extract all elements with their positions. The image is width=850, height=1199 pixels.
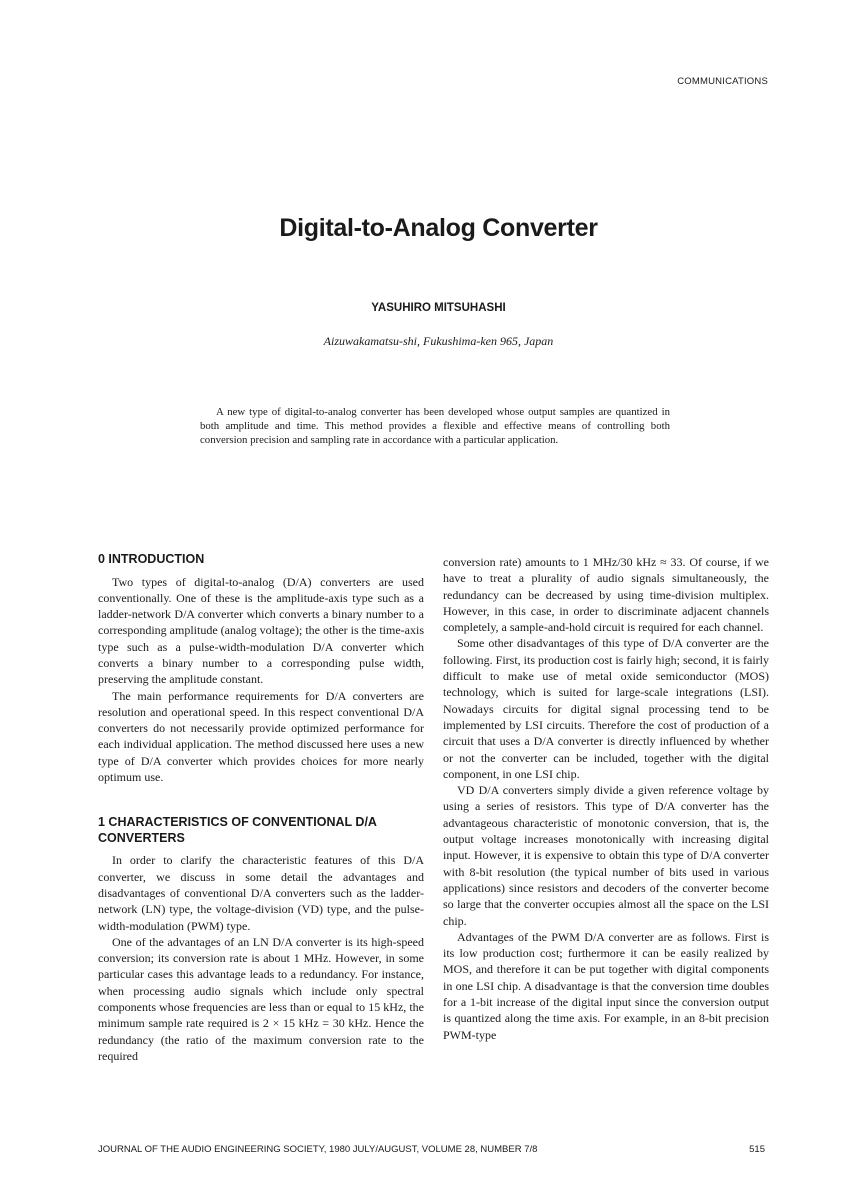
journal-footer: JOURNAL OF THE AUDIO ENGINEERING SOCIETY, 1980 JULY/AUGUST, VOLUME 28, NUMBER 7/8 [98,1144,538,1155]
intro-heading: 0 INTRODUCTION [98,552,205,566]
right-column [443,554,769,1043]
paragraph: Some other disadvantages of this type of D/A converter are the following. First, its production cost is fairly high; second, it is fairly difficult to make use of metal oxide semiconductor (MOS) technology, which is suited for large-scale integrations (LSI). Nowadays circuits for digital signal processing tend to be implemented by LSI circuits. Therefore the cost of production of a circuit that uses a D/A converter is directly influenced by whether or not the converter can be included, together with the digital component, in one LSI chip. [443,636,769,781]
article-title: Digital-to-Analog Converter [279,214,598,242]
paragraph: In order to clarify the characteristic features of this D/A converter, we discuss in some detail the advantages and disadvantages of conventional D/A converters such as the ladder-network (LN) type, the voltage-division (VD) type, and the pulse-width-modulation (PWM) type. [98,853,424,933]
left-column [98,552,424,1064]
abstract: A new type of digital-to-analog converter has been developed whose output samples are quantized in both amplitude and time. This method provides a flexible and effective means of controlling both conversion precision and sampling rate in accordance with a particular application. [200,406,670,447]
author-name: YASUHIRO MITSUHASHI [371,302,506,314]
paragraph: One of the advantages of an LN D/A converter is its high-speed conversion; its conversion rate is about 1 MHz. However, in some particular cases this advantage leads to a redundancy. For instance, when processing audio signals which include only spectral components whose frequencies are less than or equal to 15 kHz, the minimum sample rate required is 2 × 15 kHz = 30 kHz. Hence the redundancy (the ratio of the maximum conversion rate to the required [98,934,424,1063]
section-label: COMMUNICATIONS [677,76,768,87]
paragraph: VD D/A converters simply divide a given reference voltage by using a series of resistors. This type of D/A converter has the advantageous characteristic of monotonic conversion, that is, the output voltage increases monotonically with increasing digital input. However, it is expensive to obtain this type of D/A converter with 8-bit resolution (the typical number of bits used in various applications) since resistors and decoders of the converter become so large that the converter occupies almost all the space on the LSI chip. [443,783,769,928]
paragraph: conversion rate) amounts to 1 MHz/30 kHz ≈ 33. Of course, if we have to treat a plurality of audio signals simultaneously, the redundancy can be decreased by using time-division multiplex. However, in this case, in order to discriminate adjacent channels completely, a sample-and-hold circuit is required for each channel. [443,555,769,635]
author-affiliation: Aizuwakamatsu-shi, Fukushima-ken 965, Japan [323,334,554,348]
paragraph: Two types of digital-to-analog (D/A) converters are used conventionally. One of these is the amplitude-axis type such as a ladder-network D/A converter which converts a binary number to a corresponding amplitude (analog voltage); the other is the time-axis type such as a pulse-width-modulation D/A converter which converts a binary number to a corresponding pulse width, preserving the amplitude constant. [98,574,424,687]
paragraph: The main performance requirements for D/A converters are resolution and operational speed. In this respect conventional D/A converters do not necessarily provide optimized performance for each individual application. The method discussed here uses a new type of D/A converter which provides choices for more nearly optimum use. [98,688,424,785]
page-number: 515 [749,1144,765,1155]
section1-heading: 1 CHARACTERISTICS OF CONVENTIONAL D/A CONVERTERS [98,815,377,845]
paragraph: Advantages of the PWM D/A converter are as follows. First is its low production cost; furthermore it can be easily realized by MOS, and therefore it can be put together with digital components in one LSI chip. A disadvantage is that the conversion time doubles for a 1-bit increase of the digital input since the conversion output is quantized along the time axis. For example, in an 8-bit precision PWM-type [443,929,769,1042]
